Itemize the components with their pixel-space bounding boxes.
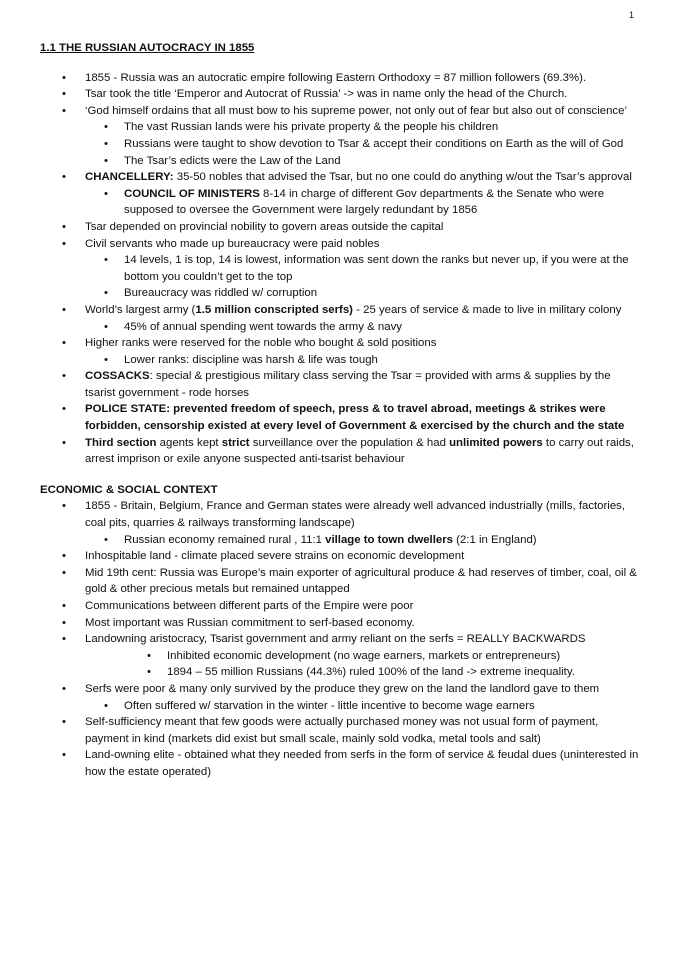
list-item (40, 119, 640, 136)
list-item-text: Tsar took the title ‘Emperor and Autocrat of Russia’ -> was in name only the head of the Church. (85, 88, 568, 101)
list-item (40, 153, 640, 170)
list-item-text: strict (221, 436, 250, 449)
list-item (40, 698, 640, 715)
section-heading-economic-social-context: ECONOMIC & SOCIAL CONTEXT (40, 483, 218, 496)
list-item-text: Land-owning elite - obtained what they needed from serfs in the form of service & feudal dues (uninterested in how the estate operated) (85, 749, 639, 778)
list-item (40, 664, 640, 681)
list-item-text: Civil servants who made up bureaucracy were paid nobles (85, 237, 380, 250)
list-item-text: 1855 - Britain, Belgium, France and German states were already well advanced industrially (mills, factories, coal pits, quarries & railways transforming landscape) (85, 500, 626, 530)
list-item (40, 548, 640, 565)
list-item (40, 498, 640, 531)
list-item-text: Tsar depended on provincial nobility to govern areas outside the capital (85, 220, 444, 233)
list-item-text: Landowning aristocracy, Tsarist government and army reliant on the serfs = REALLY BACKWARDS (85, 633, 586, 646)
list-item-text: Higher ranks were reserved for the noble who bought & sold positions (85, 337, 437, 350)
list-item (40, 714, 640, 747)
list-item (40, 598, 640, 615)
list-item (40, 352, 640, 369)
list-item (40, 70, 640, 87)
list-item-text: Serfs were poor & many only survived by the produce they grew on the land the landlord gave to them (85, 682, 600, 695)
list-item-text: surveillance over the population & had (249, 436, 450, 449)
list-item-text: - 25 years of service & made to live in military colony (352, 303, 622, 316)
list-item-text: 1855 - Russia was an autocratic empire following Eastern Orthodoxy = 87 million followers (69.3%). (85, 71, 587, 84)
list-item-text: 1.5 million conscripted serfs) (195, 303, 353, 316)
list-item (40, 681, 640, 698)
list-item-text: agents kept (156, 436, 222, 449)
list-item-text: unlimited powers (449, 436, 543, 449)
list-item-text: Inhospitable land - climate placed severe strains on economic development (85, 550, 465, 563)
list-item (40, 631, 640, 648)
list-item (40, 236, 640, 253)
list-item-text: Communications between different parts of the Empire were poor (85, 600, 414, 612)
list-item-text: The vast Russian lands were his private property & the people his children (124, 121, 499, 134)
list-item-text: village to town dwellers (325, 533, 453, 546)
list-item-text: The Tsar’s edicts were the Law of the Land (124, 154, 341, 167)
list-item-text: Bureaucracy was riddled w/ corruption (124, 287, 318, 300)
list-item-text: : special & prestigious military class serving the Tsar = provided with arms & supplies by the tsarist government - rode horses (85, 370, 611, 399)
autocracy-bullet-list (40, 70, 640, 468)
list-item-text: Self-sufficiency meant that few goods were actually purchased money was not usual form of payment, payment in kind (markets did exist but small scale, mainly sold vodka, metal tools and salt) (85, 716, 599, 745)
list-item-text: World’s largest army ( (85, 303, 196, 316)
list-item (40, 169, 640, 186)
list-item (40, 285, 640, 302)
economic-bullet-list (40, 498, 640, 780)
list-item (40, 615, 640, 632)
list-item-text: 45% of annual spending went towards the army & navy (124, 320, 402, 333)
list-item-text: 35-50 nobles that advised the Tsar, but no one could do anything w/out the Tsar’s approval (173, 171, 632, 184)
list-item-text: Mid 19th cent: Russia was Europe’s main exporter of agricultural produce & had reserves of timber, coal, oil & gold & other precious metals but remained untapped (85, 566, 637, 596)
list-item (40, 435, 640, 468)
list-item (40, 302, 640, 319)
list-item (40, 103, 640, 120)
list-item-text: Often suffered w/ starvation in the winter - little incentive to become wage earners (124, 699, 535, 712)
list-item (40, 136, 640, 153)
list-item-text: Russians were taught to show devotion to Tsar & accept their conditions on Earth as the will of God (124, 137, 624, 150)
list-item (40, 186, 640, 219)
list-item-text: Lower ranks: discipline was harsh & life was tough (124, 353, 378, 366)
list-item-text: Most important was Russian commitment to serf-based economy. (85, 616, 415, 629)
list-item (40, 565, 640, 598)
list-item-text: COSSACKS (85, 370, 150, 383)
document-body (40, 40, 640, 781)
list-item (40, 401, 640, 434)
list-item-text: Russian economy remained rural , 11:1 (124, 533, 326, 546)
list-item-text: to carry out raids, arrest imprison or exile anyone suspected anti-tsarist behaviour (85, 436, 634, 466)
list-item (40, 335, 640, 352)
list-item-text: CHANCELLERY: (85, 171, 174, 184)
list-item-text: 1894 – 55 million Russians (44.3%) ruled 100% of the land -> extreme inequality. (167, 666, 575, 679)
list-item (40, 86, 640, 103)
list-item (40, 319, 640, 336)
list-item-text: POLICE STATE: prevented freedom of speech, press & to travel abroad, meetings & strikes were forbidden, censorship existed at every level of Government & exercised by the church and the state (85, 403, 625, 433)
list-item-text: Inhibited economic development (no wage earners, markets or entrepreneurs) (167, 649, 561, 662)
list-item (40, 252, 640, 285)
list-item-text: (2:1 in England) (452, 533, 537, 546)
list-item (40, 648, 640, 665)
list-item-text: COUNCIL OF MINISTERS (124, 187, 260, 200)
list-item (40, 747, 640, 780)
list-item-text: Third section (85, 436, 157, 449)
list-item (40, 368, 640, 401)
list-item-text: ‘God himself ordains that all must bow to his supreme power, not only out of fear but also out of conscience’ (85, 104, 627, 117)
section-heading-russian-autocracy: 1.1 THE RUSSIAN AUTOCRACY IN 1855 (40, 42, 255, 54)
list-item (40, 219, 640, 236)
list-item-text: 14 levels, 1 is top, 14 is lowest, information was sent down the ranks but never up, if you were at the bottom you couldn’t get to the top (124, 254, 629, 283)
page-number: 1 (628, 10, 634, 20)
list-item (40, 532, 640, 549)
list-item-text: 8-14 in charge of different Gov departments & the Senate who were supposed to oversee the Government were largely redundant by 1856 (124, 187, 605, 217)
